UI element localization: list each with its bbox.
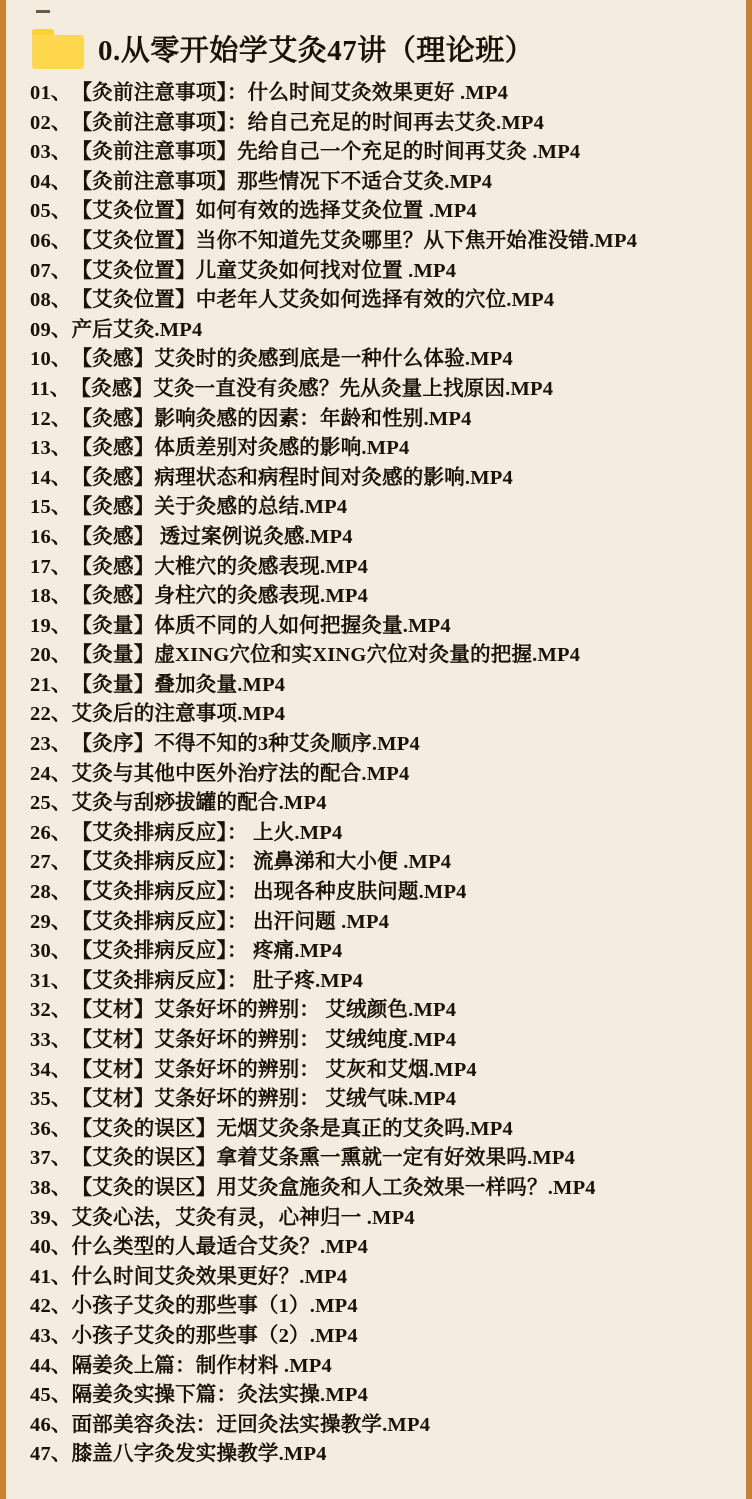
- list-item-title: 【灸前注意事项】：什么时间艾灸效果更好 .MP4: [71, 82, 509, 104]
- list-item-number: 15、: [30, 496, 72, 519]
- folder-icon-body: [32, 35, 84, 69]
- list-item: [30, 937, 732, 967]
- list-item: [30, 1381, 732, 1411]
- list-item-title: 【艾灸位置】中老年人艾灸如何选择有效的穴位.MP4: [71, 289, 555, 312]
- list-item-title: 什么时间艾灸效果更好？.MP4: [71, 1265, 348, 1288]
- list-item: [30, 1085, 732, 1115]
- list-item: [30, 1440, 732, 1470]
- list-item: [30, 434, 732, 464]
- list-item-title: 【灸感】影响灸感的因素：年龄和性别.MP4: [71, 407, 472, 430]
- list-item-number: 10、: [30, 348, 72, 371]
- list-item: [30, 848, 732, 878]
- list-item-title: 【艾材】艾条好坏的辨别： 艾绒纯度.MP4: [71, 1029, 457, 1051]
- document-header: [16, 0, 736, 75]
- list-item: [30, 730, 732, 760]
- list-item-number: 37、: [30, 1147, 72, 1170]
- list-item: [30, 996, 732, 1026]
- list-item-number: 39、: [30, 1206, 72, 1229]
- list-item-title: 【艾材】艾条好坏的辨别： 艾绒颜色.MP4: [71, 999, 457, 1022]
- list-item-title: 【艾灸的误区】无烟艾灸条是真正的艾灸吗.MP4: [71, 1117, 513, 1140]
- list-item-number: 28、: [30, 881, 72, 904]
- top-dash-mark: [36, 10, 50, 13]
- list-item-number: 26、: [30, 821, 72, 844]
- list-item: [30, 789, 732, 819]
- list-item-number: 36、: [30, 1117, 72, 1140]
- list-item-number: 40、: [30, 1236, 72, 1259]
- list-item-title: 艾灸心法，艾灸有灵，心神归一 .MP4: [71, 1206, 415, 1229]
- list-item: [30, 1026, 732, 1056]
- list-item-number: 12、: [30, 407, 72, 430]
- list-item-number: 16、: [30, 525, 72, 548]
- list-item-number: 41、: [30, 1265, 72, 1288]
- list-item: [30, 760, 732, 790]
- list-item-number: 31、: [30, 969, 72, 992]
- list-item-title: 【艾灸排病反应】： 出现各种皮肤问题.MP4: [71, 881, 467, 904]
- list-item: [30, 671, 732, 701]
- list-item-title: 【艾灸排病反应】： 肚子疼.MP4: [71, 969, 364, 992]
- list-item-number: 29、: [30, 910, 72, 933]
- list-item-title: 【灸量】叠加灸量.MP4: [71, 673, 286, 696]
- list-item: [30, 1352, 732, 1382]
- list-item-number: 05、: [30, 200, 72, 223]
- list-item-number: 45、: [30, 1384, 72, 1407]
- list-item-title: 【灸感】 透过案例说灸感.MP4: [71, 525, 353, 548]
- list-item-number: 27、: [30, 851, 72, 874]
- list-item-title: 产后艾灸.MP4: [71, 318, 203, 341]
- list-item-title: 【艾灸的误区】用艾灸盒施灸和人工灸效果一样吗？.MP4: [71, 1176, 596, 1199]
- list-item-number: 08、: [30, 289, 72, 312]
- list-item-title: 【艾灸排病反应】： 疼痛.MP4: [71, 940, 343, 963]
- list-item-number: 14、: [30, 466, 72, 489]
- list-item-title: 膝盖八字灸发实操教学.MP4: [71, 1443, 327, 1466]
- list-item-number: 25、: [30, 792, 72, 815]
- list-item-number: 21、: [30, 673, 72, 696]
- list-item: [30, 79, 732, 109]
- list-item-title: 【艾材】艾条好坏的辨别： 艾灰和艾烟.MP4: [71, 1058, 477, 1081]
- list-item-number: 42、: [30, 1295, 72, 1318]
- list-item-title: 【灸序】不得不知的3种艾灸顺序.MP4: [71, 733, 420, 756]
- list-item-number: 38、: [30, 1176, 72, 1199]
- list-item-number: 23、: [30, 733, 72, 756]
- list-item-number: 24、: [30, 762, 72, 785]
- list-item-title: 【灸感】艾灸一直没有灸感？先从灸量上找原因.MP4: [70, 377, 554, 400]
- list-item: [30, 878, 732, 908]
- list-item: [30, 700, 732, 730]
- list-item: [30, 109, 732, 139]
- list-item-number: 13、: [30, 437, 72, 460]
- list-item: [30, 1322, 732, 1352]
- list-item: [30, 316, 732, 346]
- list-item-title: 【灸感】关于灸感的总结.MP4: [71, 496, 348, 519]
- list-item-title: 【灸感】身柱穴的灸感表现.MP4: [71, 585, 369, 608]
- list-item-number: 04、: [30, 170, 72, 193]
- list-item-number: 35、: [30, 1088, 72, 1111]
- list-item: [30, 375, 732, 405]
- list-item-number: 34、: [30, 1058, 72, 1081]
- list-item: [30, 612, 732, 642]
- list-item-number: 19、: [30, 614, 72, 637]
- list-item: [30, 1056, 732, 1086]
- list-item-number: 30、: [30, 940, 72, 963]
- list-item-title: 艾灸与其他中医外治疗法的配合.MP4: [71, 762, 410, 785]
- list-item: [30, 908, 732, 938]
- list-item: [30, 405, 732, 435]
- list-item: [30, 641, 732, 671]
- list-item: [30, 138, 732, 168]
- list-item-title: 【灸感】大椎穴的灸感表现.MP4: [71, 555, 369, 578]
- list-item: [30, 1263, 732, 1293]
- list-item-number: 07、: [30, 259, 72, 282]
- list-item-title: 【艾灸排病反应】： 上火.MP4: [71, 821, 343, 844]
- list-item: [30, 582, 732, 612]
- list-item: [30, 286, 732, 316]
- list-item-number: 03、: [30, 141, 72, 164]
- list-item-title: 【艾材】艾条好坏的辨别： 艾绒气味.MP4: [71, 1088, 457, 1111]
- list-item-number: 17、: [30, 555, 72, 578]
- list-item-number: 44、: [30, 1354, 72, 1377]
- folder-icon: [32, 29, 84, 69]
- list-item-number: 11、: [30, 377, 71, 400]
- list-item: [30, 523, 732, 553]
- list-item-number: 06、: [30, 229, 72, 252]
- list-item: [30, 197, 732, 227]
- list-item: [30, 464, 732, 494]
- list-item-title: 艾灸后的注意事项.MP4: [71, 703, 286, 726]
- list-item-number: 09、: [30, 318, 72, 341]
- list-item: [30, 1174, 732, 1204]
- list-item-number: 18、: [30, 585, 72, 608]
- list-item-number: 20、: [30, 644, 72, 667]
- list-item-title: 【艾灸位置】当你不知道先艾灸哪里？从下焦开始准没错.MP4: [71, 229, 638, 252]
- list-item-number: 01、: [30, 82, 72, 104]
- list-item-title: 面部美容灸法：迂回灸法实操教学.MP4: [71, 1413, 431, 1436]
- list-item-title: 艾灸与刮痧拔罐的配合.MP4: [71, 792, 327, 815]
- list-item-title: 【灸前注意事项】那些情况下不适合艾灸.MP4: [71, 170, 493, 193]
- list-item-title: 【灸感】病理状态和病程时间对灸感的影响.MP4: [71, 466, 513, 489]
- list-item: [30, 345, 732, 375]
- list-item: [30, 553, 732, 583]
- list-item-number: 02、: [30, 111, 72, 134]
- list-item-number: 43、: [30, 1324, 72, 1347]
- list-item-number: 32、: [30, 999, 72, 1022]
- list-item: [30, 1204, 732, 1234]
- list-item-title: 【灸量】虚XING穴位和实XING穴位对灸量的把握.MP4: [71, 644, 581, 667]
- list-item-title: 【灸前注意事项】：给自己充足的时间再去艾灸.MP4: [71, 111, 545, 134]
- list-item-number: 47、: [30, 1443, 72, 1466]
- list-item-title: 【艾灸的误区】拿着艾条熏一熏就一定有好效果吗.MP4: [71, 1147, 576, 1170]
- list-item-title: 【灸感】体质差别对灸感的影响.MP4: [71, 437, 410, 460]
- list-item-title: 【艾灸位置】儿童艾灸如何找对位置 .MP4: [71, 259, 457, 282]
- list-item: [30, 1115, 732, 1145]
- list-item: [30, 1144, 732, 1174]
- list-item: [30, 1292, 732, 1322]
- lesson-list: [16, 79, 736, 1470]
- list-item: [30, 1411, 732, 1441]
- list-item-number: 33、: [30, 1029, 72, 1051]
- list-item-title: 【艾灸排病反应】： 出汗问题 .MP4: [71, 910, 390, 933]
- list-item-title: 小孩子艾灸的那些事（2）.MP4: [71, 1324, 358, 1347]
- list-item: [30, 257, 732, 287]
- list-item-title: 小孩子艾灸的那些事（1）.MP4: [71, 1295, 358, 1318]
- page-title: 0.从零开始学艾灸47讲（理论班）: [98, 35, 535, 67]
- list-item-title: 什么类型的人最适合艾灸？.MP4: [71, 1236, 369, 1259]
- list-item: [30, 967, 732, 997]
- list-item: [30, 168, 732, 198]
- list-item-title: 【艾灸排病反应】： 流鼻涕和大小便 .MP4: [71, 851, 452, 874]
- list-item-title: 隔姜灸上篇：制作材料 .MP4: [71, 1354, 332, 1377]
- list-item: [30, 819, 732, 849]
- list-item: [30, 493, 732, 523]
- list-item-title: 【灸前注意事项】先给自己一个充足的时间再艾灸 .MP4: [71, 141, 581, 164]
- list-item-title: 【灸感】艾灸时的灸感到底是一种什么体验.MP4: [71, 348, 513, 371]
- list-item: [30, 227, 732, 257]
- list-item-title: 【灸量】体质不同的人如何把握灸量.MP4: [71, 614, 451, 637]
- list-item: [30, 1233, 732, 1263]
- list-item-number: 46、: [30, 1413, 72, 1436]
- list-item-title: 【艾灸位置】如何有效的选择艾灸位置 .MP4: [71, 200, 477, 223]
- list-item-number: 22、: [30, 703, 72, 726]
- list-item-title: 隔姜灸实操下篇：灸法实操.MP4: [71, 1384, 369, 1407]
